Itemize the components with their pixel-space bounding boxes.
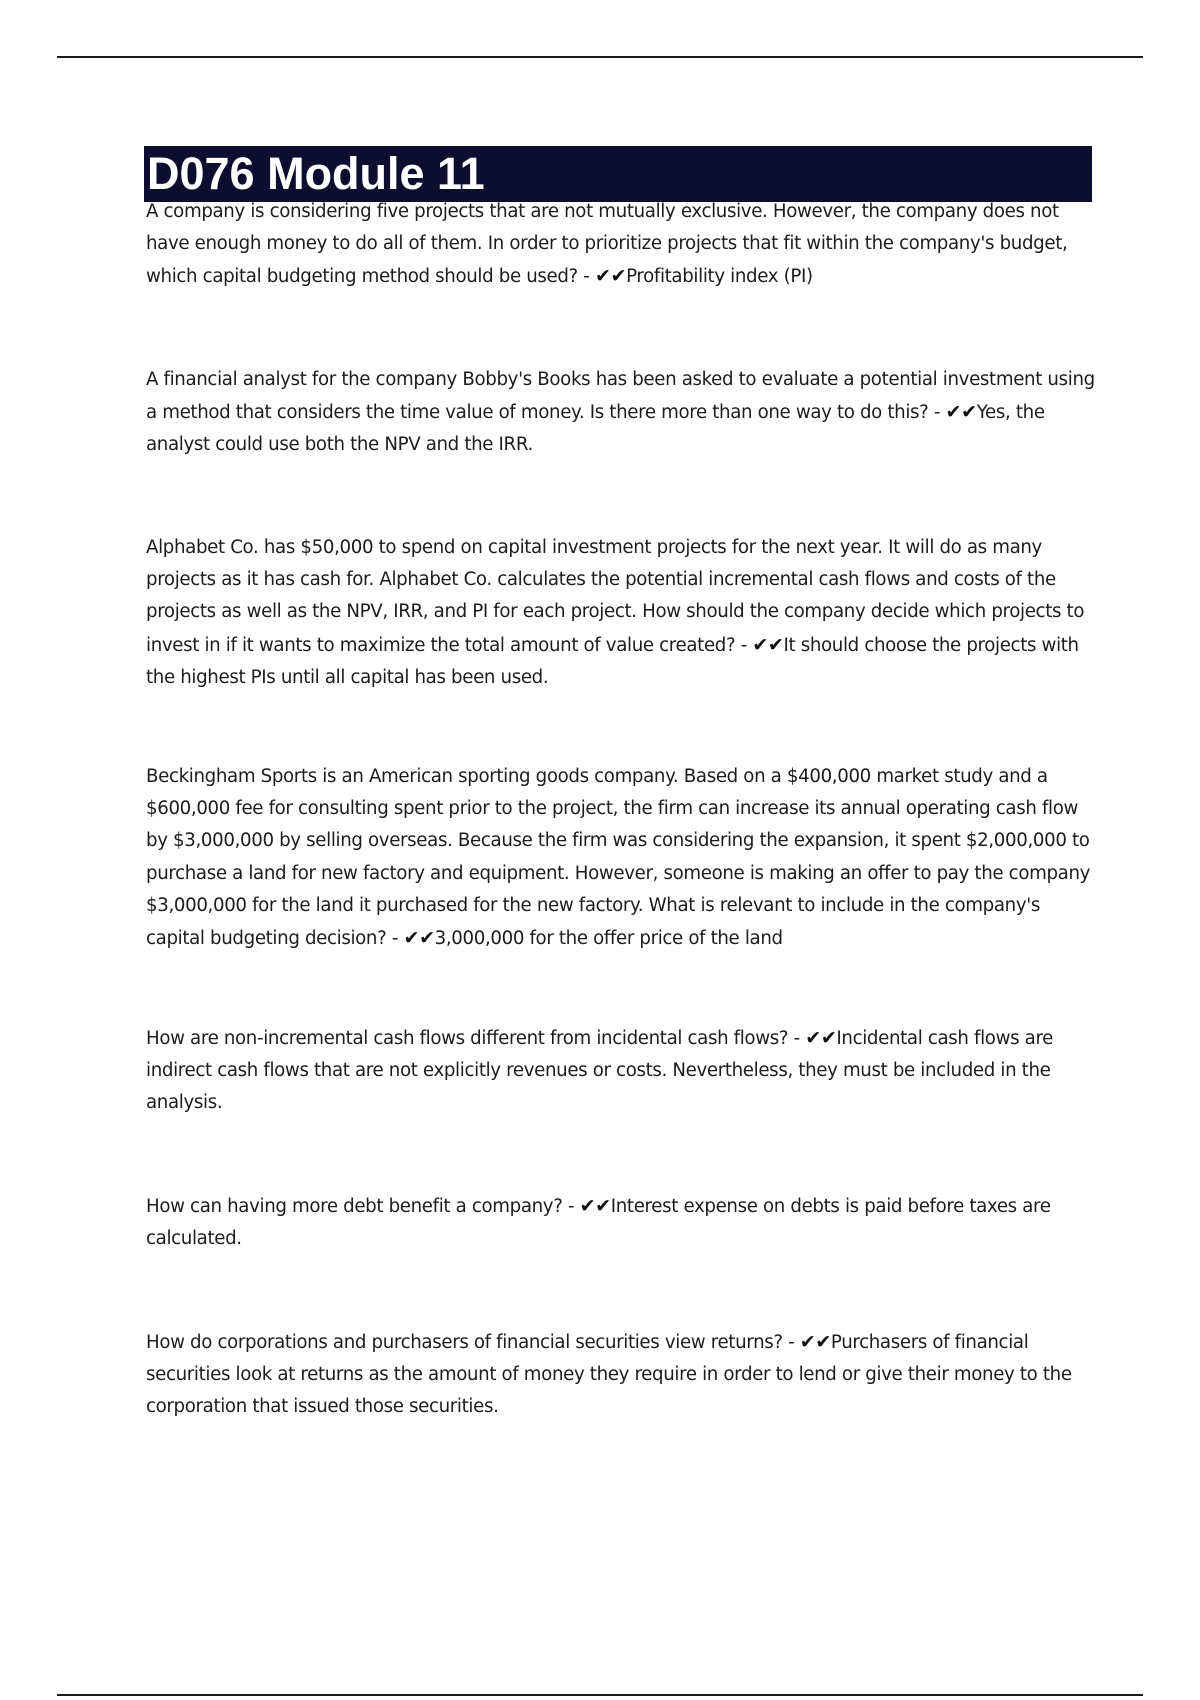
answer-text: Interest expense on debts is paid before taxes are calculated. <box>146 1196 1051 1250</box>
check-mark-icon: ✔✔ <box>594 265 627 288</box>
question-text: A company is considering five projects that are not mutually exclusive. However, the company does not have enough money to do all of them. In order to prioritize projects that fit within the company's budget, which capital budgeting method should be used? - <box>146 201 1068 288</box>
answer-text: 3,000,000 for the offer price of the land <box>434 928 783 950</box>
top-rule <box>57 56 1143 58</box>
question-text: Beckingham Sports is an American sporting goods company. Based on a $400,000 market study and a $600,000 fee for consulting spent prior to the project, the firm can increase its annual operating cash flow by $3,000,000 by selling overseas. Because the firm was considering the expansion, it spent $2,000,000 to purchase a land for new factory and equipment. However, someone is making an offer to pay the company $3,000,000 for the land it purchased for the new factory. What is relevant to include in the company's capital budgeting decision? - <box>146 766 1091 950</box>
check-mark-icon: ✔✔ <box>805 1027 837 1049</box>
question-text: A financial analyst for the company Bobby's Books has been asked to evaluate a potential investment using a method that considers the time value of money. Is there more than one way to do this? - <box>146 369 1095 424</box>
bottom-rule <box>57 1694 1143 1696</box>
qa-entry-1 <box>146 196 1096 294</box>
question-text: How can having more debt benefit a company? - <box>146 1196 580 1217</box>
qa-entry-4 <box>146 761 1096 955</box>
question-text: Alphabet Co. has $50,000 to spend on capital investment projects for the next year. It will do as many projects as it has cash for. Alphabet Co. calculates the potential incremental cash flows and costs of the projects as well as the NPV, IRR, and PI for each project. How should the company decide which projects to invest in if it wants to maximize the total amount of value created? - <box>146 537 1085 656</box>
question-text: How do corporations and purchasers of financial securities view returns? - <box>146 1332 800 1353</box>
qa-entry-6 <box>146 1190 1096 1255</box>
answer-text: Purchasers of financial securities look at returns as the amount of money they require in order to lend or give their money to the corporation that issued those securities. <box>146 1332 1072 1418</box>
check-mark-icon: ✔✔ <box>403 927 435 950</box>
title-bar <box>144 146 1092 202</box>
check-mark-icon: ✔✔ <box>579 1195 611 1217</box>
qa-entry-7 <box>146 1326 1096 1424</box>
document-title: D076 Module 11 <box>147 148 485 199</box>
qa-entry-5 <box>146 1022 1096 1120</box>
answer-text: It should choose the projects with the highest PIs until all capital has been used. <box>146 634 1079 688</box>
answer-text: Yes, the analyst could use both the NPV and the IRR. <box>146 402 1045 456</box>
qa-entry-2 <box>146 364 1096 462</box>
check-mark-icon: ✔✔ <box>945 401 977 424</box>
answer-text: Incidental cash flows are indirect cash flows that are not explicitly revenues or costs. Nevertheless, they must be included in the analysis. <box>146 1028 1054 1114</box>
check-mark-icon: ✔✔ <box>799 1331 831 1353</box>
qa-entry-3 <box>146 532 1096 694</box>
answer-text: Profitability index (PI) <box>626 266 813 288</box>
check-mark-icon: ✔✔ <box>752 633 784 656</box>
question-text: How are non-incremental cash flows different from incidental cash flows? - <box>146 1028 806 1049</box>
